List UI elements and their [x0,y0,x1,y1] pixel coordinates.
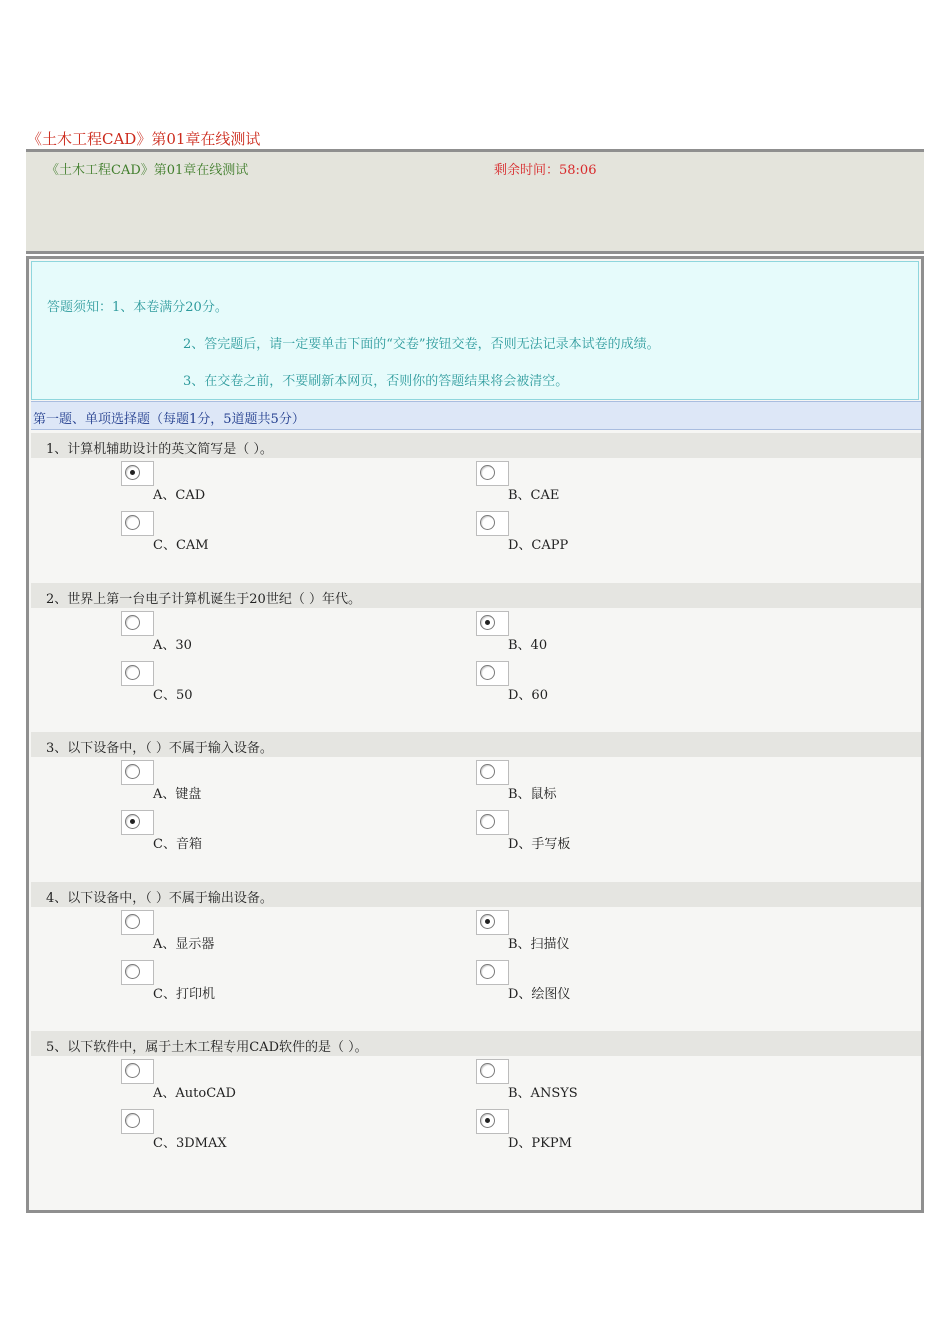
answer-option[interactable] [476,910,676,956]
answer-option[interactable] [121,1109,321,1155]
option-label: D、60 [508,688,548,703]
page-title: 《土木工程CAD》第01章在线测试 [27,130,261,148]
option-label: A、显示器 [153,937,215,952]
option-label: A、键盘 [153,787,202,802]
radio-frame [121,1109,154,1134]
answer-option[interactable] [121,1059,321,1105]
option-label: D、手写板 [508,837,571,852]
radio-frame [476,810,509,835]
radio-frame [476,611,509,636]
option-label: C、3DMAX [153,1136,227,1151]
radio-button-checked[interactable] [480,914,495,929]
option-label: B、扫描仪 [508,937,570,952]
option-label: D、CAPP [508,538,569,553]
radio-frame [121,661,154,686]
answer-option[interactable] [121,810,321,856]
radio-frame [121,511,154,536]
radio-button[interactable] [125,1113,140,1128]
radio-frame [476,511,509,536]
radio-button[interactable] [125,1063,140,1078]
radio-button[interactable] [480,1063,495,1078]
radio-button[interactable] [125,914,140,929]
exam-header [26,149,924,254]
answer-option[interactable] [121,661,321,707]
answer-option[interactable] [121,760,321,806]
radio-frame [476,461,509,486]
notice-line-1: 答题须知：1、本卷满分20分。 [47,300,228,315]
option-label: C、CAM [153,538,209,553]
answer-option[interactable] [121,511,321,557]
question-text: 1、计算机辅助设计的英文简写是（ ）。 [31,433,921,458]
exam-body [26,256,924,1213]
answer-option[interactable] [121,461,321,507]
answer-option[interactable] [121,611,321,657]
section-title: 第一题、单项选择题（每题1分，5道题共5分） [31,401,921,430]
question-item [31,1031,921,1171]
radio-frame [476,910,509,935]
question-item [31,882,921,1022]
notice-line-2: 2、答完题后，请一定要单击下面的“交卷”按钮交卷，否则无法记录本试卷的成绩。 [183,337,660,352]
option-label: B、ANSYS [508,1086,578,1101]
answer-option[interactable] [476,1109,676,1155]
answer-option[interactable] [476,461,676,507]
radio-button[interactable] [480,465,495,480]
radio-frame [121,1059,154,1084]
question-text: 5、以下软件中，属于土木工程专用CAD软件的是（ ）。 [31,1031,921,1056]
radio-button[interactable] [125,615,140,630]
radio-button[interactable] [125,665,140,680]
radio-frame [121,910,154,935]
radio-button-checked[interactable] [480,615,495,630]
radio-button[interactable] [480,665,495,680]
option-label: D、PKPM [508,1136,572,1151]
option-label: A、CAD [153,488,206,503]
question-text: 3、以下设备中，（ ）不属于输入设备。 [31,732,921,757]
radio-frame [476,1059,509,1084]
radio-button[interactable] [125,515,140,530]
radio-button[interactable] [480,964,495,979]
radio-frame [476,760,509,785]
question-text: 2、世界上第一台电子计算机诞生于20世纪（ ）年代。 [31,583,921,608]
answer-option[interactable] [121,910,321,956]
radio-frame [121,760,154,785]
option-label: C、50 [153,688,193,703]
radio-frame [476,1109,509,1134]
notice-line-3: 3、在交卷之前，不要刷新本网页，否则你的答题结果将会被清空。 [183,374,569,389]
answer-option[interactable] [476,760,676,806]
radio-button[interactable] [480,814,495,829]
answer-option[interactable] [476,810,676,856]
question-item [31,583,921,723]
answer-option[interactable] [476,511,676,557]
remaining-time: 剩余时间：58:06 [494,163,597,178]
radio-button-checked[interactable] [125,814,140,829]
option-label: C、音箱 [153,837,202,852]
question-text: 4、以下设备中，（ ）不属于输出设备。 [31,882,921,907]
radio-frame [121,461,154,486]
notice-box [31,261,919,400]
exam-name: 《土木工程CAD》第01章在线测试 [46,163,249,178]
answer-option[interactable] [476,661,676,707]
option-label: D、绘图仪 [508,987,571,1002]
radio-frame [476,960,509,985]
radio-frame [121,960,154,985]
option-label: B、鼠标 [508,787,557,802]
radio-button[interactable] [125,764,140,779]
radio-button[interactable] [480,764,495,779]
radio-button-checked[interactable] [125,465,140,480]
radio-frame [476,661,509,686]
radio-frame [121,810,154,835]
answer-option[interactable] [121,960,321,1006]
answer-option[interactable] [476,611,676,657]
radio-button[interactable] [480,515,495,530]
question-item [31,732,921,872]
option-label: B、CAE [508,488,560,503]
option-label: A、30 [153,638,192,653]
answer-option[interactable] [476,960,676,1006]
radio-frame [121,611,154,636]
radio-button[interactable] [125,964,140,979]
question-item [31,433,921,573]
option-label: B、40 [508,638,548,653]
option-label: C、打印机 [153,987,215,1002]
option-label: A、AutoCAD [153,1086,236,1101]
radio-button-checked[interactable] [480,1113,495,1128]
answer-option[interactable] [476,1059,676,1105]
